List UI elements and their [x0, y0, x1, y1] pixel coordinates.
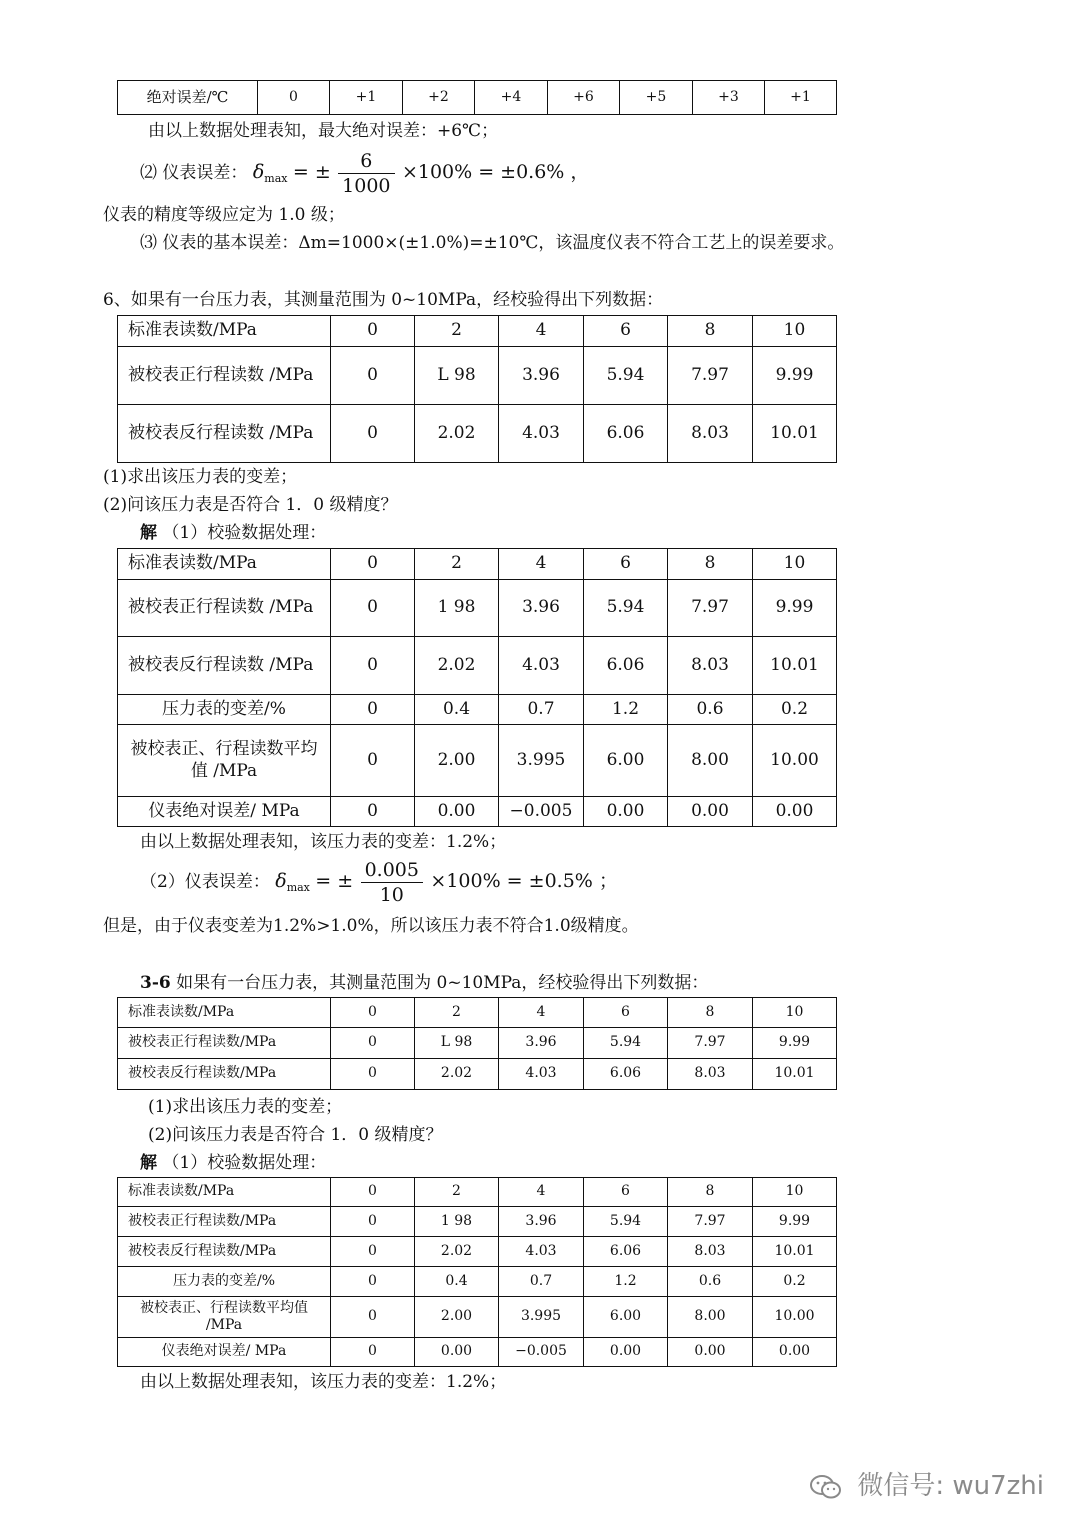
table-cell: 2.02 [415, 405, 499, 463]
formula-fraction [361, 858, 423, 907]
table-cell: 0.00 [753, 1338, 837, 1367]
table-cell: 7.97 [668, 347, 753, 405]
solution-label: 解 [140, 1153, 157, 1173]
table-row [118, 1059, 837, 1090]
table-cell: 8.03 [668, 637, 753, 695]
q36-data-table [117, 997, 837, 1090]
table-cell: 0.2 [753, 695, 837, 725]
table-cell: 3.995 [499, 725, 584, 797]
q36-solution-table [117, 1177, 837, 1367]
table-row [118, 695, 837, 725]
table-row [118, 797, 837, 827]
max-abs-error-text: 由以上数据处理表知，最大绝对误差：+6℃； [148, 121, 499, 141]
table-cell: 0.7 [499, 1267, 584, 1297]
table-row [118, 1207, 837, 1237]
table-cell: 10.01 [753, 637, 837, 695]
q6-conclusion: 但是，由于仪表变差为1.2%>1.0%，所以该压力表不符合1.0级精度。 [103, 916, 639, 936]
table-cell: 0.00 [415, 797, 499, 827]
table-cell: 6 [584, 549, 668, 580]
table-cell: +6 [548, 81, 620, 115]
table-cell: 1.2 [584, 695, 668, 725]
table-cell: +4 [475, 81, 548, 115]
table-cell: 8.00 [668, 1297, 753, 1338]
fraction-numerator: 0.005 [361, 858, 423, 883]
formula-suffix: ×100% = ±0.6% ， [401, 161, 590, 183]
table-cell: 0 [331, 347, 415, 405]
table-cell: 0.2 [753, 1267, 837, 1297]
row-label: 标准表读数/MPa [118, 316, 331, 347]
q6-question-1: (1)求出该压力表的变差； [103, 467, 298, 487]
formula-prefix: （2）仪表误差： [140, 872, 270, 892]
question-3-6-title [140, 972, 708, 994]
row-label: 仪表绝对误差/ MPa [118, 797, 331, 827]
table-cell: 2 [415, 316, 499, 347]
accuracy-grade-text: 仪表的精度等级应定为 1.0 级； [103, 205, 345, 225]
table-cell: 0 [331, 1297, 415, 1338]
table-cell: 6.06 [584, 405, 668, 463]
table-cell: 0.00 [753, 797, 837, 827]
table-cell: 7.97 [668, 580, 753, 637]
table-cell: 10 [753, 998, 837, 1028]
table-cell: 0.00 [668, 797, 753, 827]
table-cell: 0 [331, 637, 415, 695]
table-cell: 8 [668, 549, 753, 580]
table-row [118, 347, 837, 405]
table-row [118, 1028, 837, 1059]
q36-solution-heading [140, 1152, 326, 1174]
table-cell: 0 [331, 1338, 415, 1367]
row-label: 标准表读数/MPa [118, 1178, 331, 1207]
q6-question-2: (2)问该压力表是否符合 1．0 级精度？ [103, 495, 398, 515]
table-cell: 3.995 [499, 1297, 584, 1338]
table-cell: 1 98 [415, 580, 499, 637]
table-cell: 9.99 [753, 347, 837, 405]
row-label: 压力表的变差/% [118, 695, 331, 725]
formula-fraction [338, 149, 394, 198]
table-cell: 6.06 [584, 637, 668, 695]
row-label: 绝对误差/℃ [118, 81, 258, 115]
table-cell: 0 [331, 1059, 415, 1090]
table-cell: 0 [331, 1267, 415, 1297]
table-cell: 10.00 [753, 725, 837, 797]
table-cell: 0 [331, 549, 415, 580]
table-cell: 6 [584, 998, 668, 1028]
table-cell: 5.94 [584, 1028, 668, 1059]
table-cell: 4.03 [499, 405, 584, 463]
formula-prefix: ⑵ 仪表误差： [140, 163, 248, 183]
table-row [118, 405, 837, 463]
solution-label: 解 [140, 523, 157, 543]
table-cell: 3.96 [499, 580, 584, 637]
table-cell: 0 [331, 1207, 415, 1237]
table-cell: 6.06 [584, 1059, 668, 1090]
question-number: 3-6 [140, 973, 171, 993]
row-label: 被校表反行程读数/MPa [118, 1059, 331, 1090]
formula-suffix: ×100% = ±0.5% ； [430, 870, 618, 892]
table-cell: −0.005 [499, 797, 584, 827]
table-cell: 10 [753, 316, 837, 347]
table-cell: 2.00 [415, 1297, 499, 1338]
table-cell: 0 [331, 797, 415, 827]
table-cell: 0 [331, 405, 415, 463]
table-cell: 8.03 [668, 1059, 753, 1090]
table-cell: +1 [765, 81, 837, 115]
table-cell: 4.03 [499, 637, 584, 695]
table-cell: 0.7 [499, 695, 584, 725]
row-label: 被校表反行程读数/MPa [118, 1237, 331, 1267]
q6-error-formula [140, 856, 618, 913]
table-cell: L 98 [415, 347, 499, 405]
table-cell: 8.00 [668, 725, 753, 797]
table-cell: 3.96 [499, 1028, 584, 1059]
table-cell: +1 [330, 81, 403, 115]
row-label: 被校表反行程读数 /MPa [118, 405, 331, 463]
row-label: 被校表正行程读数/MPa [118, 1207, 331, 1237]
row-label: 被校表正、行程读数平均值 /MPa [118, 1297, 331, 1338]
row-label: 压力表的变差/% [118, 1267, 331, 1297]
table-cell: 10.01 [753, 1059, 837, 1090]
top-error-table [117, 80, 837, 115]
table-cell: 1.2 [584, 1267, 668, 1297]
watermark-text: 微信号: wu7zhi [857, 1471, 1044, 1501]
table-cell: 0.00 [415, 1338, 499, 1367]
question-6-title: 6、如果有一台压力表，其测量范围为 0~10MPa，经校验得出下列数据： [103, 290, 664, 310]
q36-variation-result: 由以上数据处理表知，该压力表的变差：1.2%； [140, 1372, 507, 1392]
basic-error-text: ⑶ 仪表的基本误差：Δm=1000×(±1.0%)=±10℃，该温度仪表不符合工艺上的误差要求。 [140, 233, 845, 253]
table-cell: +2 [403, 81, 475, 115]
q6-solution-table [117, 548, 837, 827]
question-text: 如果有一台压力表，其测量范围为 0~10MPa，经校验得出下列数据： [170, 973, 709, 993]
table-cell: 4.03 [499, 1237, 584, 1267]
table-cell: 3.96 [499, 347, 584, 405]
table-cell: 10 [753, 549, 837, 580]
table-cell: 6.06 [584, 1237, 668, 1267]
table-cell: 7.97 [668, 1207, 753, 1237]
table-row [118, 1338, 837, 1367]
table-row [118, 549, 837, 580]
table-cell: 2 [415, 998, 499, 1028]
table-row [118, 580, 837, 637]
table-cell: 4 [499, 1178, 584, 1207]
fraction-denominator: 10 [379, 884, 404, 906]
q36-question-2: (2)问该压力表是否符合 1．0 级精度？ [148, 1125, 443, 1145]
formula-equals: = ± [315, 870, 354, 892]
formula-equals: = ± [292, 161, 331, 183]
delta-symbol: $\delta_{max}$ [275, 870, 310, 894]
table-cell: 0.00 [584, 1338, 668, 1367]
solution-step: （1）校验数据处理： [162, 1153, 327, 1173]
table-cell: 0 [331, 695, 415, 725]
table-row [118, 1297, 837, 1338]
q6-variation-result: 由以上数据处理表知，该压力表的变差：1.2%； [140, 832, 507, 852]
table-cell: 6 [584, 316, 668, 347]
row-label: 被校表正行程读数/MPa [118, 1028, 331, 1059]
table-cell: 4 [499, 549, 584, 580]
q6-solution-heading [140, 522, 326, 544]
table-cell: 0 [331, 580, 415, 637]
table-cell: 0.00 [668, 1338, 753, 1367]
table-cell: 2.02 [415, 637, 499, 695]
table-cell: 6.00 [584, 725, 668, 797]
table-cell: 4.03 [499, 1059, 584, 1090]
table-cell: 0 [331, 1028, 415, 1059]
table-cell: 9.99 [753, 1207, 837, 1237]
table-cell: 0.4 [415, 1267, 499, 1297]
table-cell: 0.4 [415, 695, 499, 725]
row-label: 被校表反行程读数 /MPa [118, 637, 331, 695]
table-cell: 2 [415, 549, 499, 580]
table-cell: 4 [499, 998, 584, 1028]
table-cell: 2 [415, 1178, 499, 1207]
wechat-icon [809, 1473, 843, 1501]
table-cell: 0 [331, 725, 415, 797]
table-row [118, 637, 837, 695]
row-label: 被校表正、行程读数平均值 /MPa [118, 725, 331, 797]
fraction-numerator: 6 [338, 149, 394, 174]
table-cell: 0 [331, 1178, 415, 1207]
watermark [809, 1465, 1044, 1502]
table-cell: 0.00 [584, 797, 668, 827]
table-cell: L 98 [415, 1028, 499, 1059]
table-row [118, 316, 837, 347]
table-cell: 10.01 [753, 1237, 837, 1267]
table-cell: 8.03 [668, 405, 753, 463]
table-cell: 9.99 [753, 1028, 837, 1059]
table-cell: +3 [693, 81, 765, 115]
table-cell: 6.00 [584, 1297, 668, 1338]
q6-data-table [117, 315, 837, 463]
table-cell: 5.94 [584, 580, 668, 637]
table-cell: 8 [668, 316, 753, 347]
row-label: 仪表绝对误差/ MPa [118, 1338, 331, 1367]
table-row [118, 725, 837, 797]
table-cell: 0 [258, 81, 330, 115]
table-cell: 5.94 [584, 347, 668, 405]
table-cell: 5.94 [584, 1207, 668, 1237]
table-cell: 7.97 [668, 1028, 753, 1059]
table-cell: 2.00 [415, 725, 499, 797]
q36-question-1: (1)求出该压力表的变差； [148, 1097, 343, 1117]
table-cell: 10 [753, 1178, 837, 1207]
table-row [118, 1267, 837, 1297]
table-cell: 0 [331, 998, 415, 1028]
table-cell: 1 98 [415, 1207, 499, 1237]
table-cell: 10.00 [753, 1297, 837, 1338]
table-cell: 2.02 [415, 1059, 499, 1090]
row-label: 被校表正行程读数 /MPa [118, 347, 331, 405]
table-cell: +5 [620, 81, 693, 115]
table-cell: 0 [331, 316, 415, 347]
row-label: 标准表读数/MPa [118, 998, 331, 1028]
table-cell: 4 [499, 316, 584, 347]
table-cell: 9.99 [753, 580, 837, 637]
fraction-denominator: 1000 [342, 175, 391, 197]
table-cell: 10.01 [753, 405, 837, 463]
table-cell: 0 [331, 1237, 415, 1267]
table-row [118, 1178, 837, 1207]
table-row [118, 1237, 837, 1267]
solution-step: （1）校验数据处理： [162, 523, 327, 543]
table-row [118, 81, 837, 115]
table-cell: 8 [668, 1178, 753, 1207]
table-cell: 6 [584, 1178, 668, 1207]
table-row [118, 998, 837, 1028]
row-label: 被校表正行程读数 /MPa [118, 580, 331, 637]
table-cell: 8.03 [668, 1237, 753, 1267]
table-cell: 0.6 [668, 695, 753, 725]
table-cell: 0.6 [668, 1267, 753, 1297]
row-label: 标准表读数/MPa [118, 549, 331, 580]
table-cell: 3.96 [499, 1207, 584, 1237]
delta-symbol: $\delta_{max}$ [252, 161, 288, 185]
instrument-error-formula [140, 148, 589, 203]
table-cell: 8 [668, 998, 753, 1028]
table-cell: 2.02 [415, 1237, 499, 1267]
table-cell: −0.005 [499, 1338, 584, 1367]
